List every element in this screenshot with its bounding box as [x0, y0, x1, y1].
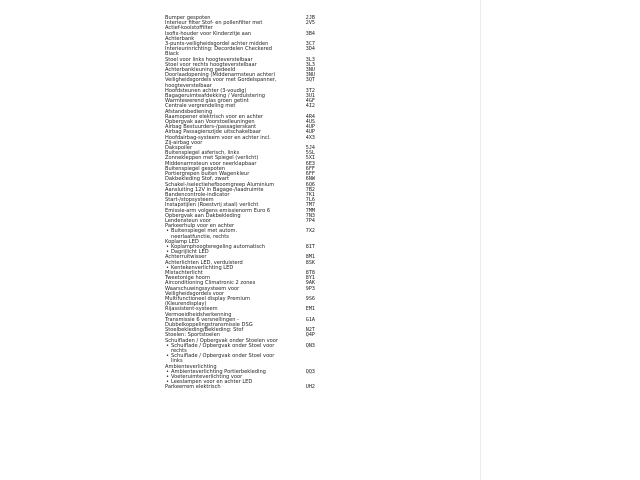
option-label: Instapstijlen (Roestvrij staal) verlicht	[165, 202, 259, 209]
option-label: Multifunctioneel display Premium (Kleurendisplay)	[165, 295, 250, 308]
option-code: 4GF	[305, 98, 315, 105]
option-code: 6E3	[305, 160, 315, 167]
option-label: Zonnekleppen met Spiegel (verlicht)	[165, 155, 259, 162]
option-code: QN3	[305, 342, 315, 349]
option-label: Dakspoiler	[165, 145, 193, 152]
option-label: Stoelen: Sportstoelen	[165, 332, 220, 339]
option-label: Transmissie 6 versnellingen - Dubbelkoppelingstransmissie DSG	[165, 316, 253, 328]
option-subitem-label: • Schuiflade / Opbergvak onder Stoel voor rechts	[165, 344, 296, 354]
option-label: Dakbekleding Stof, zwart	[165, 176, 230, 183]
option-code: 3U1	[305, 93, 315, 100]
option-subitem-label: • Leeslampen voor en achter LED	[165, 380, 296, 385]
option-code: 3NU	[305, 72, 315, 79]
option-code: 7M7	[305, 202, 315, 209]
option-label: Ambienteverlichting	[165, 363, 217, 370]
option-label: Achterbankleuning gedeeld	[165, 67, 236, 74]
option-code: 4UP	[305, 124, 315, 131]
option-code: 3C7	[305, 41, 315, 48]
option-code: 2V5	[305, 20, 315, 27]
option-label: Bagageruimteafdekking / Verduistering	[165, 93, 266, 100]
option-code: Q4P	[305, 332, 315, 339]
option-code: 3NU	[305, 67, 315, 74]
option-code: 3B4	[305, 30, 315, 37]
option-subitem-label: • Ambienteverlichting Portierbekleding	[165, 370, 296, 375]
option-code: 2JB	[305, 15, 315, 21]
option-label: Buitenspiegel asferisch, links	[165, 150, 240, 157]
option-label: Warmtewerend glas groen getint	[165, 98, 249, 105]
option-label: Start-/stopsysteem	[165, 197, 214, 204]
option-label: Doorlaadopening (Middenarmsteun achter)	[165, 72, 276, 79]
option-label: Stoel voor rechts hoogteverstelbaar	[165, 61, 257, 68]
page-edge-divider	[480, 0, 481, 480]
option-code: 7K1	[305, 191, 315, 198]
option-code: QQ3	[305, 368, 315, 375]
option-code: 7N3	[305, 212, 315, 219]
option-code: 5J4	[305, 145, 315, 152]
option-code: 8Y1	[305, 275, 315, 282]
option-label: Aansluiting 12V in Bagage-/laadruimte	[165, 186, 264, 193]
option-code: 5SL	[305, 150, 315, 157]
option-code: 3QT	[305, 77, 315, 84]
option-label: Tweetonige hoorn	[165, 275, 211, 282]
option-code: 3L3	[305, 61, 315, 68]
option-label: Airbag Bestuurders-/passagierskant	[165, 124, 257, 131]
option-label: Opbergvak aan Dakbekleding	[165, 212, 241, 219]
option-label: Raamopener elektrisch voor en achter	[165, 113, 263, 120]
option-label: Parkeerrem elektrisch	[165, 384, 221, 391]
option-code: 9P3	[305, 285, 315, 292]
option-label: Emissie-arm volgens emissienorm Euro 6	[165, 207, 271, 214]
option-label: Lendensteun voor	[165, 217, 211, 224]
option-label: Koplamp LED	[165, 238, 199, 245]
option-subitem-label: • Schuiflade / Opbergvak onder Stoel voor links	[165, 354, 296, 364]
option-label: Hoofdairbag-systeem voor en achter incl. Zij-airbag voor	[165, 134, 271, 146]
option-subitem-label: • Buitenspiegel met autom. neerlaatfunctie, rechts	[165, 229, 296, 239]
option-label: Airconditioning Climatronic 2 zones	[165, 280, 256, 287]
options-list	[165, 16, 315, 391]
option-code: 7MM	[305, 207, 315, 214]
option-label: Centrale vergrendeling met Afstandsbediening	[165, 103, 236, 115]
option-label: Achterlichten LED, verduisterd	[165, 259, 243, 266]
option-code: 6NW	[305, 176, 315, 183]
option-label: Interieurinrichting: Decordelen Checkered Black	[165, 46, 272, 58]
option-code: EM1	[305, 306, 315, 313]
option-code: 7P4	[305, 217, 315, 224]
option-row	[165, 266, 315, 271]
option-row	[165, 229, 315, 239]
option-code: 4R4	[305, 113, 315, 120]
option-label: Middenarmsteun voor neerklapbaar	[165, 160, 257, 167]
option-label: Buitenspiegel gespoten	[165, 165, 226, 172]
option-code: 3D4	[305, 46, 315, 53]
option-code: 8IT	[305, 243, 315, 250]
option-code: 4X3	[305, 134, 315, 141]
option-label: Schakel-/selectiehefboomgreep Aluminium	[165, 181, 275, 188]
option-code: 6Q6	[305, 181, 315, 188]
option-code: 3T2	[305, 87, 315, 94]
option-row	[165, 354, 315, 364]
option-code: 6FF	[305, 165, 315, 172]
option-subitem-label: • Dagrijlicht LED	[165, 250, 296, 255]
option-label: Achterruitwisser	[165, 254, 207, 261]
option-label: Isofix-houder voor Kinderzitje aan Achterbank	[165, 30, 252, 42]
option-code: 7L6	[305, 197, 315, 204]
option-row	[165, 380, 315, 385]
option-code: 9S6	[305, 295, 315, 302]
option-label: Airbag Passagierszijde uitschakelbaar	[165, 129, 261, 136]
option-row	[165, 250, 315, 255]
option-code: UH2	[305, 384, 315, 391]
option-code: 4UP	[305, 129, 315, 136]
option-row	[165, 385, 315, 390]
option-code: 7X2	[305, 228, 315, 235]
option-code: 4I2	[305, 103, 315, 110]
option-code: 8T8	[305, 269, 315, 276]
option-label: Bumper gespoten	[165, 15, 211, 21]
option-code: 8M1	[305, 254, 315, 261]
option-label: Stoel voor links hoogteverstelbaar	[165, 56, 253, 63]
option-code: 3L3	[305, 56, 315, 63]
option-label: Hoofdsteunen achter (3-voudig)	[165, 87, 247, 94]
option-label: Actief-koolstoffilter	[165, 25, 213, 32]
option-code: G1A	[305, 316, 315, 323]
option-code: N2T	[305, 327, 315, 334]
option-label: Opbergvak aan Voorstoelleuningen	[165, 119, 255, 126]
option-subitem-label: • Voeteruimteverlichting voor	[165, 375, 296, 380]
option-code: 6FF	[305, 171, 315, 178]
option-label: 3-punts-veiligheidsgordel achter midden	[165, 41, 269, 48]
option-label: Bandencontrole-indicator	[165, 191, 230, 198]
option-code: 5XI	[305, 155, 315, 162]
option-label: Parkeerhulp voor en achter	[165, 223, 235, 230]
option-label: Mistachterlicht	[165, 269, 203, 276]
option-code: 4US	[305, 119, 315, 126]
option-label: Schuifladen / Opbergvak onder Stoelen voor	[165, 337, 278, 344]
option-code: 7B2	[305, 186, 315, 193]
option-code: 8SK	[305, 259, 315, 266]
option-label: Waarschuwingssysteem voor Veiligheidsgordels voor	[165, 285, 240, 297]
option-label: Rijassistent-systeem Vermoeidheidsherkenning	[165, 306, 232, 318]
option-label: Veiligheidsgordels voor met Gordelspanner, hoogteverstelbaar	[165, 77, 277, 89]
option-label: Portiergrepen buiten Wagenkleur	[165, 171, 250, 178]
option-subitem-label: • Kentekenverlichting LED	[165, 266, 296, 271]
option-label: Interieur filter Stof- en pollenfilter met	[165, 20, 263, 27]
option-label: Stoelbekleding/Bekleding: Stof	[165, 327, 244, 334]
option-subitem-label: • Koplamphoogteregeling automatisch	[165, 245, 296, 250]
option-code: 9AK	[305, 280, 315, 287]
